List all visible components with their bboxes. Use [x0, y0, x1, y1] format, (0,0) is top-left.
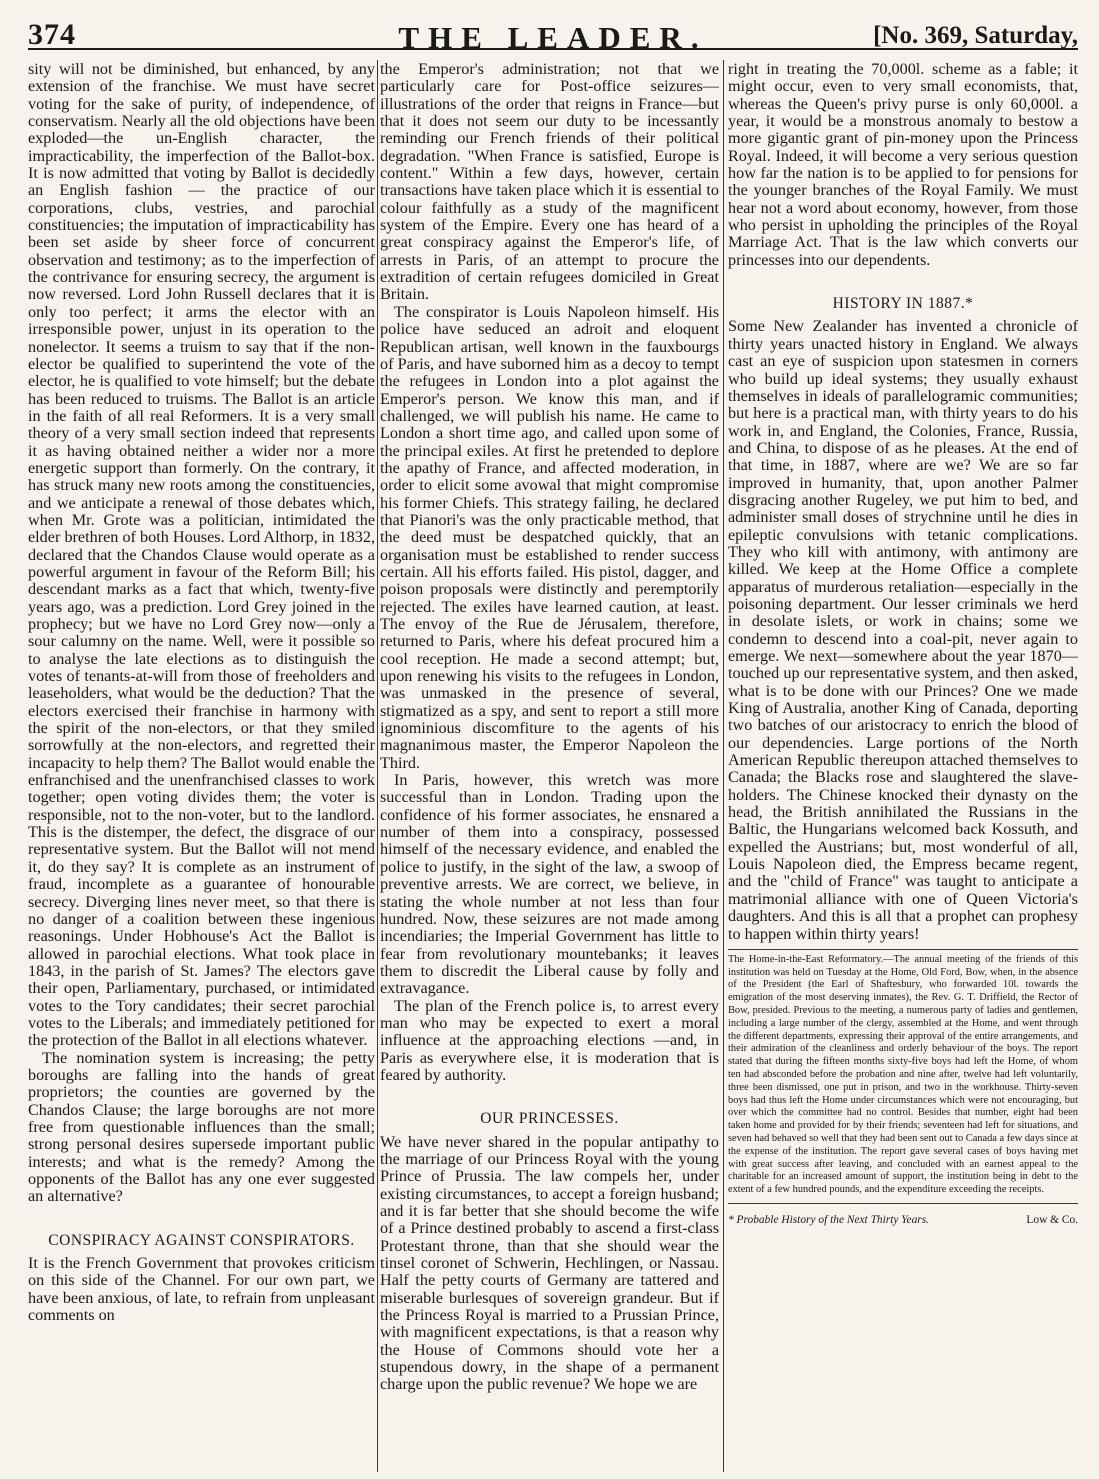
page-number: 374 [28, 18, 76, 51]
article-paragraph: In Paris, however, this wretch was more successful than in London. Trading upon the confidence of his former associates, he ensnared a number of them into a conspiracy, possessed himself of the necessary evidence, and enabled the police to justify, in the sight of the law, a swoop of preventive arrests. We are correct, we believe, in stating the whole number at not less than four hundred. Now, these seizures are not made among incendiaries; the Imperial Government has little to fear from revolutionary mountebanks; it leaves them to discredit the Liberal cause by folly and extravagance. [380, 771, 719, 998]
footnote [728, 1212, 1078, 1229]
article-paragraph: The conspirator is Louis Napoleon himself. His police have seduced an adroit and eloquent Republican artisan, well known in the fauxbourgs of Paris, and have suborned him as a decoy to tempt the refugees in London into a plot against the Emperor's person. We know this man, and if challenged, we will publish his name. He came to London a short time ago, and called upon some of the principal exiles. At first he pretended to deplore the apathy of France, and affected moderation, in order to elicit some avowal that might compromise his former Chiefs. This strategy failing, he declared that Pianori's was the only practicable method, that the deed must be despatched quickly, that an organisation must be established to render success certain. All his efforts failed. His pistol, dagger, and poison proposals were distinctly and peremptorily rejected. The exiles have learned caution, at least. The envoy of the Rue de Jérusalem, therefore, returned to Paris, where his defeat procured him a cool reception. He made a second attempt; but, upon renewing his visits to the refugees in London, was unmasked in the presence of several, stigmatized as a spy, and sent to report a still more ignominious discomfiture to the agents of his magnanimous master, the Emperor Napoleon the Third. [380, 302, 719, 772]
issue-info: [No. 369, Saturday, [873, 22, 1078, 49]
footnote-text: * Probable History of the Next Thirty Years. [728, 1213, 930, 1226]
reformatory-note: The Home-in-the-East Reformatory.—The annual meeting of the friends of this institution was held on Tuesday at the Home, Old Ford, Bow, when, in the absence of the President (the Earl of Shaftesbury, who forwarded 10l. towards the emigration of the most deserving inmates), the Rev. G. T. Driffield, the Rector of Bow, presided. Previous to the meeting, a numerous party of ladies and gentlemen, including a large number of the clergy, assembled at the Home, and went through the different departments, expressing their approval of the entire arrangements, and their admiration of the cleanliness and orderly behaviour of the boys. The report stated that during the fifteen months sixty-five boys had left the Home, of whom ten had absconded before the probation and nine after, twelve had left voluntarily, three been dismissed, one put in prison, and two in the workhouse. Thirty-seven boys had thus left the Home under circumstances which were not encouraging, but over which the committee had no control. Besides that number, eight had been taken home and provided for by their friends; seventeen had left for situations, and seven had behaved so well that they had been sent out to Canada a few days since at the expense of the institution. The report gave several cases of boys having met with great success after leaving, and concluded with an earnest appeal to the charitable for an increased amount of support, the institution being in debt to the extent of a few hundred pounds, and the expenditure exceeding the receipts. [728, 953, 1078, 1196]
footnote-publisher: Low & Co. [1026, 1213, 1078, 1226]
section-heading-history: HISTORY IN 1887.* [832, 295, 974, 313]
column-1 [28, 61, 375, 1471]
article-paragraph: right in treating the 70,000l. scheme as a fable; it might occur, even to very small economists, that, whereas the Queen's privy purse is only 60,000l. a year, it would be a monstrous anomaly to bestow a more gigantic grant of pin-money upon the Princess Royal. Indeed, it will become a very serious question how far the nation is to be applied to for pensions for the younger branches of the Royal Family. We must hear not a word about economy, however, from those who persist in upholding the principles of the Royal Marriage Act. That is the law which converts our princesses into our dependents. [728, 61, 1078, 269]
newspaper-title: THE LEADER. [398, 20, 708, 55]
article-paragraph: The plan of the French police is, to arrest every man who may be expected to exert a moral influence at the approaching elections —and, in Paris as everywhere else, it is moderation that is feared by authority. [380, 996, 719, 1084]
article-paragraph: the Emperor's administration; not that we particularly care for Post-office seizures—illustrations of the order that reigns in France—but that it does not seem our duty to be incessantly reminding our French friends of their political degradation. "When France is satisfied, Europe is content." Within a few days, however, certain transactions have taken place which it is essential to colour faithfully as a study of the magnificent system of the Empire. Every one has heard of a great conspiracy against the Emperor's life, of arrests in Paris, of an attempt to procure the extradition of certain refugees domiciled in Great Britain. [380, 61, 719, 304]
section-heading-conspiracy: CONSPIRACY AGAINST CONSPIRATORS. [48, 1231, 355, 1249]
article-paragraph: Some New Zealander has invented a chronicle of thirty years unacted history in England. We always cast an eye of suspicion upon statesmen in corners who build up ideal systems; they usually exhaust themselves in ideals of parallelogramic communities; but here is a practical man, with thirty years to do his work in, and England, the Colonies, France, Russia, and China, to dispose of as he pleases. At the end of that time, in 1887, where are we? We are so far improved in humanity, that, upon another Palmer disgracing another Rugeley, we put him to bed, and administer small doses of strychnine until he dies in epileptic convulsions with tetanic complications. They who kill with antimony, with antimony are killed. We keep at the Home Office a complete apparatus of murderous retaliation—especially in the poisoning department. Our lesser criminals we herd in desolate islets, or work in chains; some we condemn to descend into a coal-pit, never again to emerge. We next—somewhere about the year 1870—touched up our representative system, and then asked, what is to be done with our Princes? One we made King of Australia, another King of Canada, deporting two batches of our aristocracy to enrich the blood of our dependencies. Large portions of the North American Republic thereupon attached themselves to Canada; the Blacks rose and slaughtered the slave-holders. The Chinese knocked their dynasty on the head, the British annihilated the Russians in the Baltic, the Hungarians welcomed back Kossuth, and expelled the Austrians; but, most wonderful of all, Louis Napoleon died, the Empress became regent, and the "child of France" was taught to anticipate a matrimonial alliance with one of Queen Victoria's daughters. And this is all that a prophet can prophesy to happen within thirty years! [728, 317, 1078, 943]
article-paragraph: It is the French Government that provokes criticism on this side of the Channel. For our own part, we have been anxious, of late, to refrain from unpleasant comments on [28, 1254, 375, 1325]
section-heading-princesses: OUR PRINCESSES. [480, 1110, 619, 1128]
column-3 [728, 61, 1078, 1471]
column-2 [380, 61, 719, 1471]
column-rule [377, 60, 378, 1472]
article-paragraph: We have never shared in the popular antipathy to the marriage of our Princess Royal with the young Prince of Prussia. The law compels her, under existing circumstances, to accept a foreign husband; and it is far better that she should become the wife of a Prince destined probably to ascend a first-class Protestant throne, than that she should wear the tinsel coronet of Schwerin, Hechlingen, or Nassau. Half the petty courts of Germany are tattered and miserable burlesques of sovereign grandeur. But if the Princess Royal is married to a Prussian Prince, with magnificent expectations, is that a reason why the House of Commons should vote her a stupendous dowry, in the shape of a permanent charge upon the public revenue? We hope we are [380, 1132, 719, 1394]
article-paragraph: The nomination system is increasing; the petty boroughs are falling into the hands of great proprietors; the counties are governed by the Chandos Clause; the large boroughs are not more free from questionable influences than the small; strong personal desires supersede important public interests; and what is the remedy? Among the opponents of the Ballot has any one ever suggested an alternative? [28, 1048, 375, 1206]
article-paragraph: sity will not be diminished, but enhanced, by any extension of the franchise. We must have secret voting for the sake of purity, of independence, of conservatism. Nearly all the old objections have been exploded—the un-English character, the impracticability, the imperfection of the Ballot-box. It is now admitted that voting by Ballot is decidedly an English fashion — the practice of our corporations, clubs, vestries, and parochial constituencies; the imputation of impracticability has been set aside by sheer force of concurrent observation and testimony; as to the imperfection of the contrivance for ensuring secrecy, the argument is now reversed. Lord John Russell declares that it is only too perfect; it arms the elector with an irresponsible power, unjust in its operation to the nonelector. It seems a truism to say that if the non-elector be qualified to superintend the vote of the elector, he is qualified to vote himself; but the debate has been reduced to truisms. The Ballot is an article in the faith of all real Reformers. It is a very small theory of a very small section indeed that represents it as having obtained neither a wider nor a more energetic support than formerly. On the contrary, it has struck many new roots among the constituencies, and we anticipate a renewal of those debates which, when Mr. Grote was a politician, intimidated the elder brethren of both Houses. Lord Althorp, in 1832, declared that the Chandos Clause would operate as a powerful argument in favour of the Reform Bill; his descendant marks as a fact that which, twenty-five years ago, was a prediction. Lord Grey joined in the prophecy; but we have no Lord Grey now—only a sour calumny on the name. Well, were it possible so to analyse the late elections as to distinguish the votes of tenants-at-will from those of freeholders and leaseholders, what would be the deduction? That the electors exercised their franchise in harmony with the spirit of the non-electors, or that they smiled sorrowfully at the non-electors, and regretted their incapacity to help them? The Ballot would enable the enfranchised and the unenfranchised classes to work together; open voting divides them; the voter is responsible, not to the non-voter, but to the landlord. This is the distemper, the defect, the disgrace of our representative system. But the Ballot will not mend it, do they say? It is complete as an instrument of fraud, incomplete as a guarantee of honourable secrecy. Diverging lines never meet, so that there is no danger of a coalition between these ingenious reasonings. Under Hobhouse's Act the Ballot is allowed in parochial elections. What took place in 1843, in the parish of St. James? The electors gave their open, Parliamentary, purchased, or intimidated votes to the Tory candidates; their secret parochial votes to the Liberals; and immediately petitioned for the protection of the Ballot in all elections whatever. [28, 61, 375, 1050]
masthead [28, 6, 1078, 55]
divider [728, 949, 1078, 950]
divider [728, 1203, 1078, 1204]
column-rule [723, 60, 724, 1472]
